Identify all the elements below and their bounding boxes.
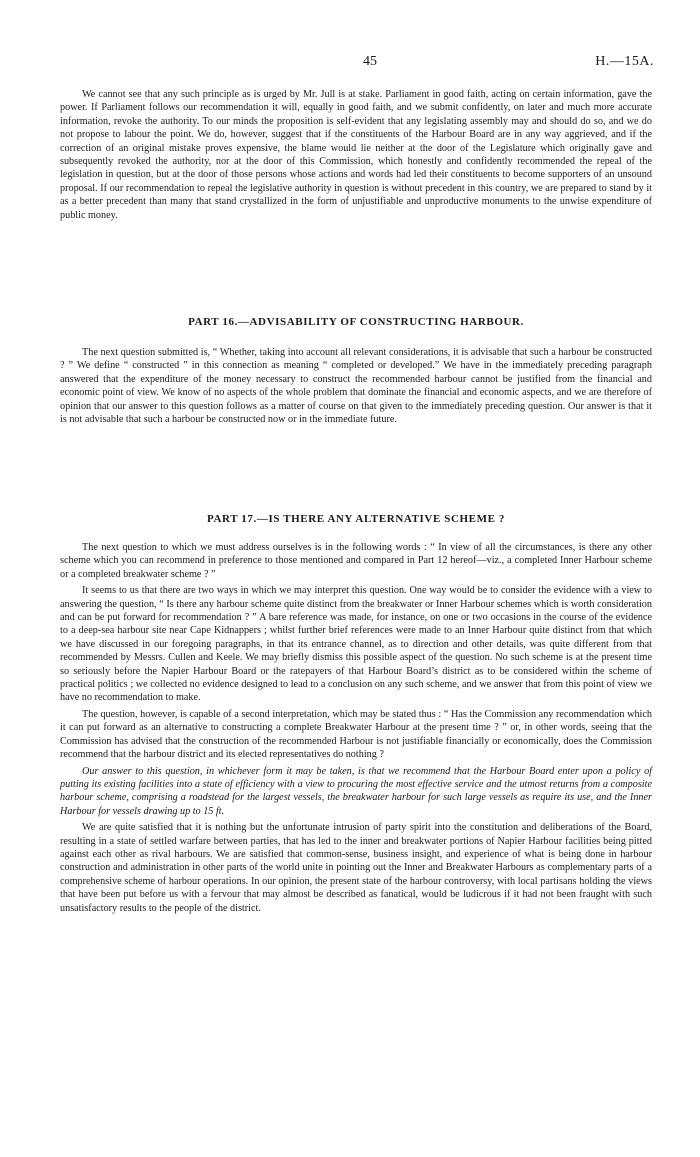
intro-section (60, 88, 652, 222)
part17-paragraph-3: The question, however, is capable of a second interpretation, which may be stated thus : “ Has the Commission any recommendation which it can put forward as an alternative to constructing a complete Breakwater Harbour at the present time ? ” or, in other words, seeing that the Commission has advised that the construction of the recommended Harbour is not justifiable financially or economically, does the Commission recommend that the harbour district and its elected representatives do nothing ? (60, 708, 652, 761)
part17-section (60, 513, 652, 525)
part16-body (60, 346, 652, 426)
part17-heading: PART 17.—IS THERE ANY ALTERNATIVE SCHEME ? (207, 513, 505, 525)
document-code: H.—15A. (595, 54, 654, 69)
page-number: 45 (363, 54, 377, 69)
part16-heading: PART 16.—ADVISABILITY OF CONSTRUCTING HARBOUR. (188, 316, 524, 328)
part17-paragraph-2: It seems to us that there are two ways in which we may interpret this question. One way would be to consider the evidence with a view to answering the question, “ Is there any harbour scheme quite distinct from the breakwater or Inner Harbour schemes which is worth consideration and can be put forward for recommendation ? ” A bare reference was made, for instance, on one or two occasions in the course of the evidence to a deep-sea harbour site near Cape Kidnappers ; whilst further brief references were made to an Inner Harbour quite distinct from that which we have discussed in our foregoing paragraphs, in that its entrance channel, as to direction and other details, was quite different from that recommended by Messrs. Cullen and Keele. We may briefly dismiss this possible aspect of the question. No such scheme is at the present time so seriously before the Napier Harbour Board or the ratepayers of that Harbour Board’s district as to be considered within the scheme of practical politics ; we collected no evidence designed to lead to a conclusion on any such scheme, and we answer that from this point of view we have no recommendation to make. (60, 585, 652, 704)
part16-paragraph: The next question submitted is, “ Whether, taking into account all relevant considerations, it is advisable that such a harbour be constructed ? ” We define “ constructed ” in this connection as meaning “ completed or developed.” We have in the immediately preceding paragraph answered that the expenditure of the money necessary to construct the recommended harbour cannot be justified from the financial and economic point of view. We know of no aspects of the whole problem that dominate the financial and economic aspects, and we are therefore of opinion that our answer to this question follows as a matter of course on that given to the immediately preceding question. Our answer is that it is not advisable that such a harbour be constructed now or in the immediate future. (60, 347, 652, 426)
part17-paragraph-5: We are quite satisfied that it is nothing but the unfortunate intrusion of party spirit into the constitution and deliberations of the Board, resulting in a state of settled warfare between parties, that has led to the inner and breakwater portions of Napier Harbour facilities being pitted against each other as rival harbours. We are satisfied that common-sense, business insight, and experience of what is being done in harbour construction and administration in other parts of the world unite in pointing out the Inner and Breakwater Harbours as complementary parts of a comprehensive scheme of harbour operations. In our opinion, the present state of the harbour controversy, with local partisans holding the views that have been put before us with a fervour that may almost be described as fanatical, would be ludicrous if it had not been fraught with such unsatisfactory results to the people of the district. (60, 822, 652, 914)
part17-body (60, 541, 652, 915)
intro-paragraph: We cannot see that any such principle as is urged by Mr. Jull is at stake. Parliament in good faith, acting on certain information, gave the power. If Parliament follows our recommendation it will, equally in good faith, and we submit confidently, on later and much more accurate information, revoke the authority. To our minds the proposition is self-evident that any legislating assembly may and should do so, and we do not propose to labour the point. We do, however, suggest that if the constituents of the Harbour Board are in any way aggrieved, and if the correction of an original mistake proves expensive, the blame would lie neither at the door of the Legislature which originally gave and subsequently revoked the authority, nor at the door of this Commission, which honestly and confidently recommended the repeal of the legislation in question, but at the door of those persons whose actions and words had led their constituents to become supporters of an unsound proposal. If our recommendation to repeal the legislative authority in question is without precedent in this country, we are prepared to stand by it as a better precedent than many that stand crystallized in the form of unjustifiable and unproductive monuments to the unwise expenditure of public money. (60, 89, 652, 221)
part17-paragraph-4 (60, 765, 652, 819)
part17-paragraph-4-italic: Our answer to this question, in whichever form it may be taken, is that we recommend that the Harbour Board enter upon a policy of putting its existing facilities into a state of efficiency with a view to procuring the most effective service and the utmost returns from a composite harbour scheme, comprising a roadstead for the largest vessels, the breakwater harbour for such large vessels as require its use, and the Inner Harbour for vessels drawing up to 15 ft. (60, 765, 652, 817)
part16-section (60, 316, 652, 328)
part17-paragraph-1: The next question to which we must address ourselves is in the following words : “ In view of all the circumstances, is there any other scheme which you can recommend in preference to those mentioned and compared in Part 12 hereof—viz., a completed Inner Harbour scheme or a completed breakwater scheme ? ” (60, 542, 652, 580)
page-header (60, 54, 652, 74)
